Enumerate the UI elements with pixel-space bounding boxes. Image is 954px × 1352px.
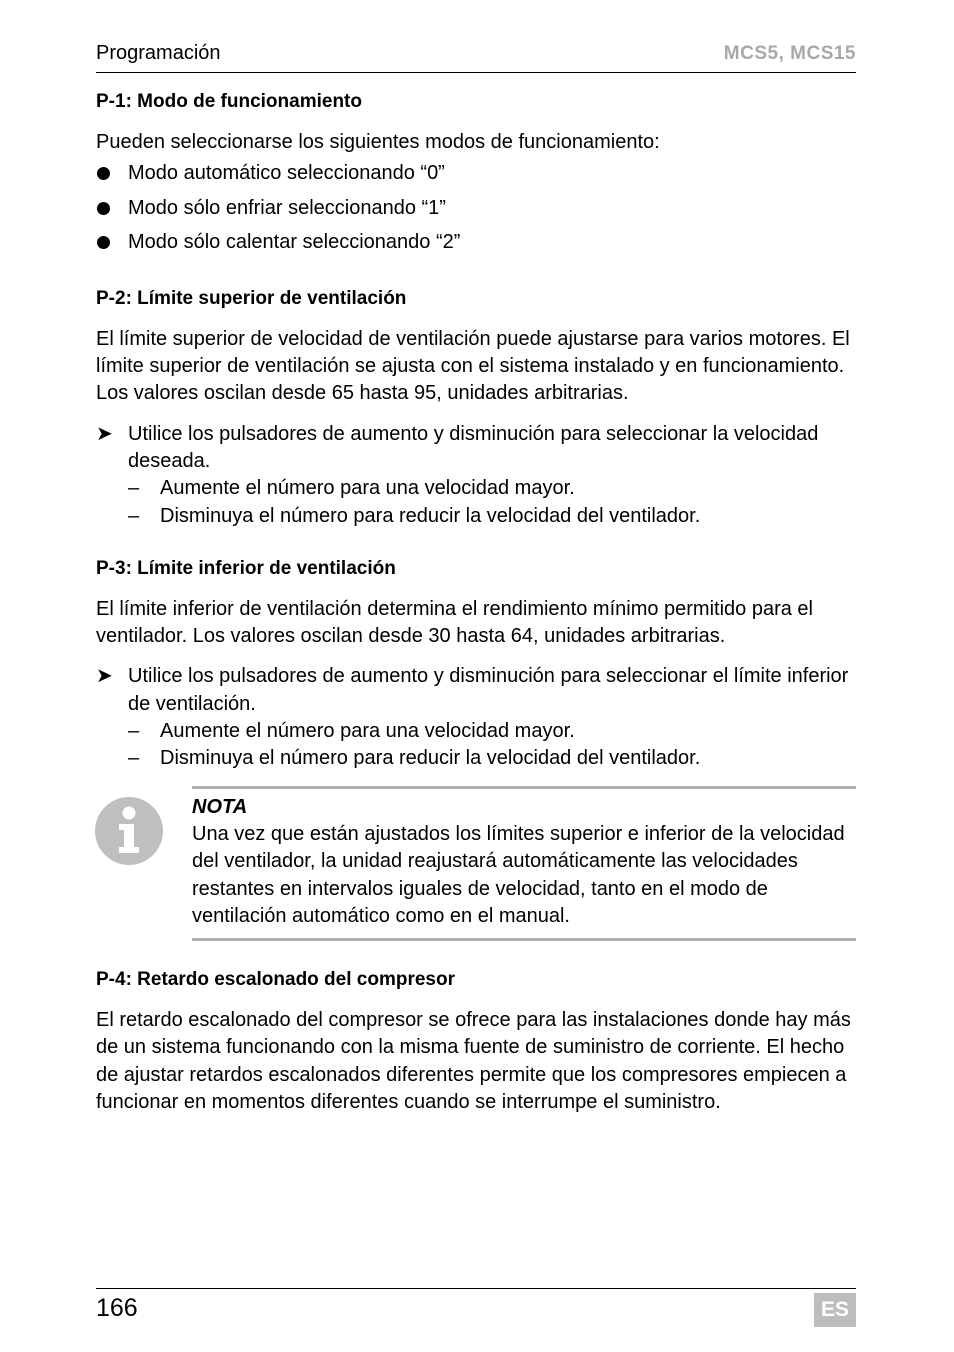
p2-heading: P-2: Límite superior de ventilación bbox=[96, 287, 407, 309]
header-section-title: Programación bbox=[96, 42, 221, 64]
page-number: 166 bbox=[96, 1294, 138, 1322]
p1-mode-list bbox=[96, 156, 856, 260]
p1-heading: P-1: Modo de funcionamiento bbox=[96, 91, 362, 112]
bullet-dot-icon bbox=[97, 202, 110, 215]
p2-instruction: ➤ Utilice los pulsadores de aumento y disminución para seleccionar la velocidad deseada. bbox=[96, 422, 819, 472]
p2-sub-item: – Aumente el número para una velocidad mayor. bbox=[96, 475, 856, 502]
p4-heading: P-4: Retardo escalonado del compresor bbox=[96, 969, 455, 991]
header-model: MCS5, MCS15 bbox=[723, 43, 856, 64]
list-item: Modo sólo calentar seleccionando “2” bbox=[96, 225, 856, 260]
dash-icon: – bbox=[128, 747, 140, 770]
p3-heading: P-3: Límite inferior de ventilación bbox=[96, 557, 396, 579]
p1-intro: Pueden seleccionarse los siguientes modos de funcionamiento: bbox=[96, 131, 660, 153]
list-item: Modo sólo enfriar seleccionando “1” bbox=[96, 191, 856, 226]
content bbox=[96, 88, 856, 1116]
note-box bbox=[192, 786, 856, 941]
note-title: NOTA bbox=[192, 795, 248, 818]
page-header bbox=[96, 40, 856, 73]
bullet-dot-icon bbox=[97, 236, 110, 249]
language-badge: ES bbox=[814, 1293, 856, 1327]
dash-icon: – bbox=[128, 477, 140, 500]
p2-sub-item: – Disminuya el número para reducir la velocidad del ventilador. bbox=[96, 503, 856, 530]
note-body: Una vez que están ajustados los límites superior e inferior de la velocidad del ventilador, la unidad reajustará automáticamente las velocidades restantes en intervalos iguales de velocidad, tanto en el modo de ventilación automático como en el manual. bbox=[192, 822, 845, 927]
page bbox=[96, 0, 856, 1352]
p2-body: El límite superior de velocidad de ventilación puede ajustarse para varios motores. El límite superior de ventilación se ajusta con el sistema instalado y en funcionamiento. Los valores oscilan desde 65 hasta 95, unidades arbitrarias. bbox=[96, 327, 850, 405]
arrow-right-icon: ➤ bbox=[96, 665, 113, 688]
dash-icon: – bbox=[128, 504, 140, 527]
p3-sub-item: – Disminuya el número para reducir la velocidad del ventilador. bbox=[96, 745, 856, 772]
dash-icon: – bbox=[128, 720, 140, 743]
p3-instruction: ➤ Utilice los pulsadores de aumento y disminución para seleccionar el límite inferior de ventilación. bbox=[96, 665, 849, 715]
arrow-right-icon: ➤ bbox=[96, 422, 113, 445]
p4-body: El retardo escalonado del compresor se ofrece para las instalaciones donde hay más de un sistema funcionando con la misma fuente de suministro de corriente. El hecho de ajustar retardos escalonados diferentes permite que los compresores empiecen a funcionar en momentos diferentes cuando se interrumpe el suministro. bbox=[96, 1009, 851, 1114]
p3-sub-item: – Aumente el número para una velocidad mayor. bbox=[96, 718, 856, 745]
list-item: Modo automático seleccionando “0” bbox=[96, 156, 856, 191]
bullet-dot-icon bbox=[97, 167, 110, 180]
page-footer bbox=[96, 1288, 856, 1322]
info-icon bbox=[95, 797, 163, 865]
p3-body: El límite inferior de ventilación determina el rendimiento mínimo permitido para el ventilador. Los valores oscilan desde 30 hasta 64, unidades arbitrarias. bbox=[96, 597, 813, 648]
